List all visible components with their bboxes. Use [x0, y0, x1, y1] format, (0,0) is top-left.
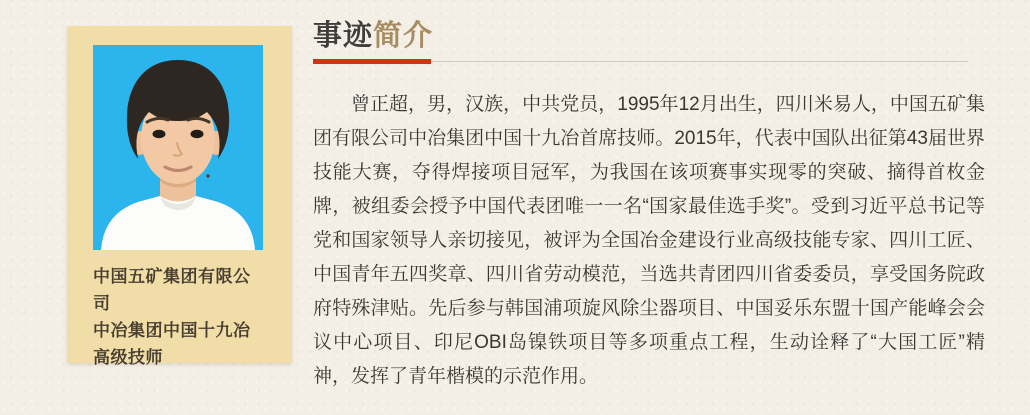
profile-photo: [93, 45, 263, 250]
caption-line-company: 中国五矿集团有限公司: [93, 267, 251, 313]
bio-paragraph: 曾正超，男，汉族，中共党员，1995年12月出生，四川米易人，中国五矿集团有限公司中冶集团中国十九冶首席技师。2015年，代表中国队出征第43届世界技能大赛，夺得焊接项目冠军，为我国在该项赛事实现零的突破、摘得首枚金牌，被组委会授予中国代表团唯一一名“国家最佳选手奖”。受到习近平总书记等党和国家领导人亲切接见，被评为全国冶金建设行业高级技能专家、四川工匠、中国青年五四奖章、四川省劳动模范，当选共青团四川省委委员，享受国务院政府特殊津贴。先后参与韩国浦项旋风除尘器项目、中国妥乐东盟十国产能峰会会议中心项目、印尼OBI岛镍铁项目等多项重点工程，生动诠释了“大国工匠”精神，发挥了青年楷模的示范作用。: [313, 94, 985, 387]
id-photo-illustration: [93, 45, 263, 250]
section-title-dark: 事迹: [313, 20, 374, 52]
caption-line-group: 中冶集团中国十九冶: [93, 321, 251, 340]
divider-red-accent: [313, 59, 431, 64]
section-divider: [313, 59, 985, 64]
section-title: [313, 21, 985, 52]
section-title-gold: 简介: [373, 20, 434, 52]
bio-section: [313, 21, 985, 394]
profile-caption: [93, 263, 267, 371]
caption-line-title: 高级技师: [93, 348, 163, 367]
profile-card: [67, 26, 292, 367]
